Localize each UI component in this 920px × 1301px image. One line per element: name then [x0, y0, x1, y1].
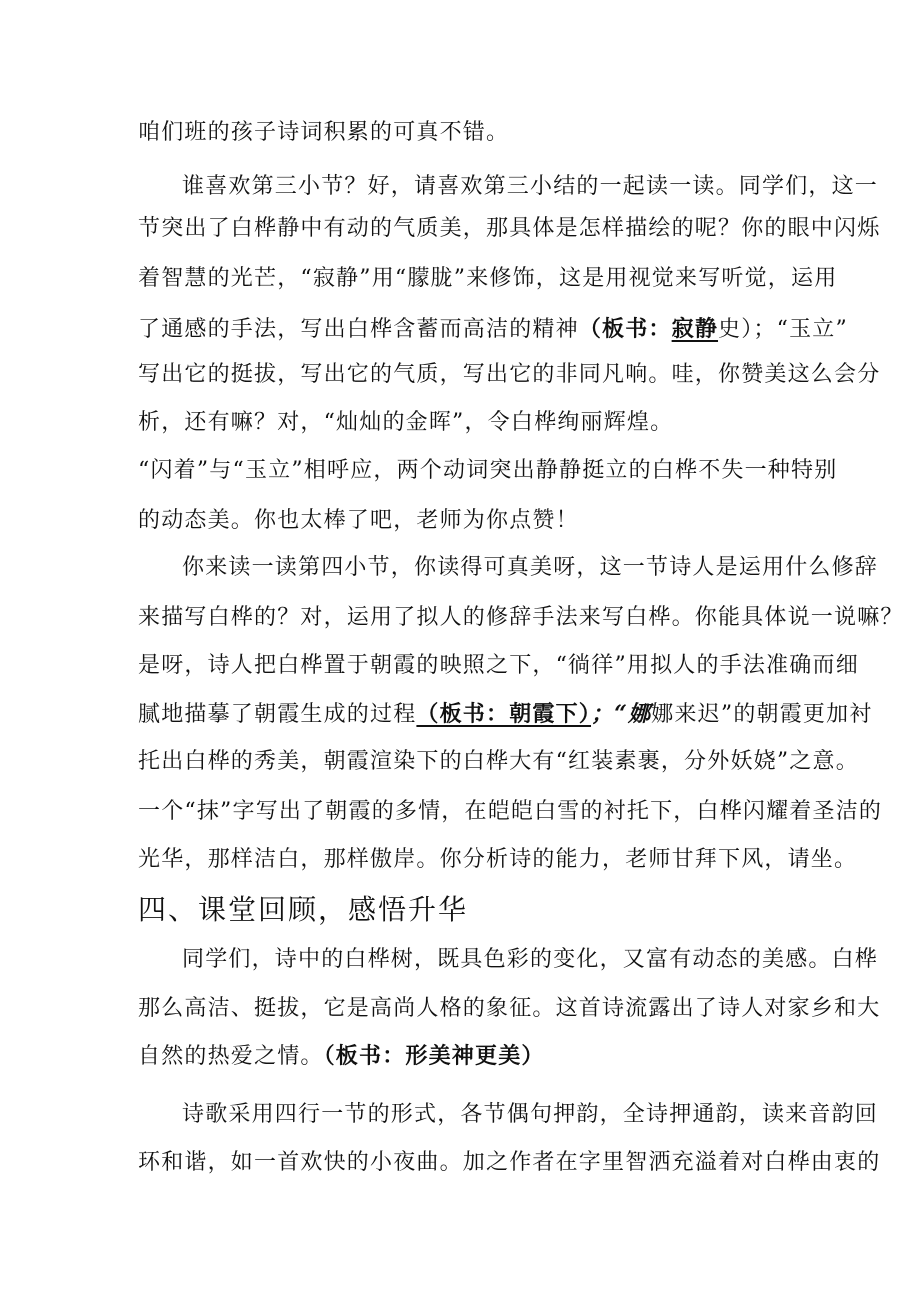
board-note: （板书：形美神更美） — [323, 1043, 545, 1069]
paragraph-line: 诗歌采用四行一节的形式，各节偶句押韵，全诗押通韵，读来音韵回 — [182, 1102, 879, 1127]
board-note-keyword: 寂静 — [671, 316, 719, 342]
paragraph-text: 腻地描摹了朝霞生成的过程 — [138, 702, 417, 727]
board-note-label: （板书： — [578, 316, 672, 342]
paragraph-line: 的动态美。你也太棒了吧，老师为你点赞！ — [138, 508, 579, 533]
paragraph-line: 托出白桦的秀美，朝霞渲染下的白桦大有“红装素裹，分外妖娆”之意。 — [138, 749, 859, 774]
paragraph-line — [138, 699, 873, 730]
paragraph-line: 节突出了白桦静中有动的气质美，那具体是怎样描绘的呢？你的眼中闪烁 — [138, 216, 881, 241]
paragraph-line: 那么高洁、挺拔，它是高尚人格的象征。这首诗流露出了诗人对家乡和大 — [138, 996, 881, 1021]
paragraph-line: 一个“抹”字写出了朝霞的多情，在皑皑白雪的衬托下，白桦闪耀着圣洁的 — [138, 799, 883, 824]
section-heading: 四、课堂回顾，感悟升华 — [138, 893, 469, 926]
paragraph-line: 环和谐，如一首欢快的小夜曲。加之作者在字里智洒充溢着对白桦由衷的 — [138, 1150, 881, 1175]
paragraph-line: 是呀，诗人把白桦置于朝霞的映照之下，“徜徉”用拟人的手法准确而细 — [138, 653, 859, 678]
paragraph-text: 自然的热爱之情。 — [138, 1044, 324, 1069]
paragraph-line — [138, 1041, 545, 1072]
paragraph-line: 来描写白桦的？对，运用了拟人的修辞手法来写白桦。你能具体说一说嘛？ — [138, 605, 904, 630]
paragraph-line: 谁喜欢第三小节？好，请喜欢第三小结的一起读一读。同学们，这一 — [182, 174, 879, 199]
paragraph-line: 咱们班的孩子诗词积累的可真不错。 — [138, 120, 510, 145]
paragraph-line: 你来读一读第四小节，你读得可真美呀，这一节诗人是运用什么修辞 — [182, 555, 879, 580]
paragraph-text: 娜来迟”的朝霞更加衬 — [651, 702, 873, 727]
paragraph-text: 了通感的手法，写出白桦含蓄而高洁的精神 — [138, 317, 579, 342]
paragraph-line: “闪着”与“玉立”相呼应，两个动词突出静静挺立的白桦不失一种特别 — [138, 458, 838, 483]
paragraph-line — [138, 314, 848, 345]
board-note: （板书：朝霞下） — [416, 701, 592, 727]
paragraph-line: 光华，那样洁白，那样傲岸。你分析诗的能力，老师甘拜下风，请坐。 — [138, 847, 858, 872]
paragraph-line: 写出它的挺拔，写出它的气质，写出它的非同凡响。哇，你赞美这么会分 — [138, 362, 881, 387]
paragraph-line: 着智慧的光芒，“寂静”用“朦胧”来修饰，这是用视觉来写听觉，运用 — [138, 266, 838, 291]
paragraph-text: 史）；“玉立” — [718, 317, 848, 342]
paragraph-line: 同学们，诗中的白桦树，既具色彩的变化，又富有动态的美感。白桦 — [182, 947, 879, 972]
paragraph-text: ；“娜 — [591, 701, 652, 727]
paragraph-line: 析，还有嘛？对，“灿灿的金晖”，令白桦绚丽辉煌。 — [138, 410, 674, 435]
